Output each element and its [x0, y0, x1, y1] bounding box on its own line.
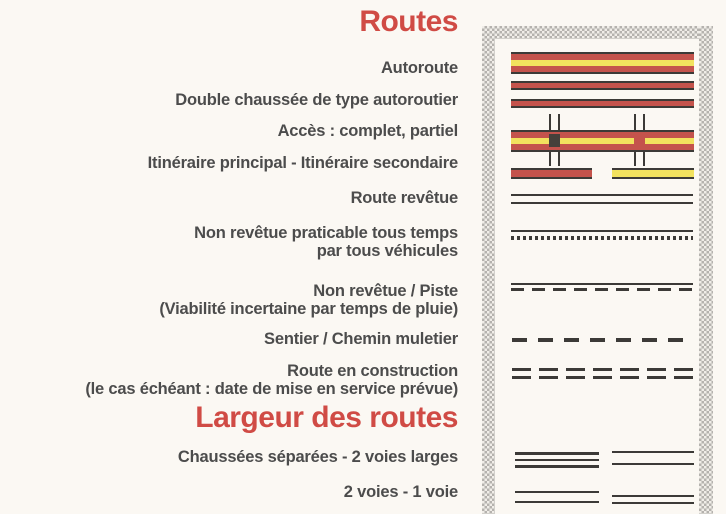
symbol-chaussees-separees-line3 — [515, 465, 599, 468]
symbol-non-revetue-solid — [511, 230, 693, 232]
label-non-revetue — [194, 225, 458, 260]
label-deux-voies-une-voie: 2 voies - 1 voie — [343, 483, 458, 501]
panel-frame-right — [699, 26, 713, 514]
symbol-double-chaussee-upper — [511, 81, 694, 90]
label-construction — [85, 363, 458, 398]
symbol-autoroute — [511, 52, 694, 74]
symbol-route-revetue-line1 — [511, 194, 693, 196]
symbol-deux-voies-larges-line2 — [612, 463, 694, 465]
symbol-construction-dashed-lower — [512, 376, 693, 379]
panel-frame-left — [482, 26, 495, 514]
symbol-route-revetue-line2 — [511, 202, 693, 204]
symbol-deux-voies-larges-line1 — [612, 451, 694, 453]
label-double-chaussee: Double chaussée de type autoroutier — [175, 91, 458, 109]
label-acces: Accès : complet, partiel — [277, 122, 458, 140]
label-route-revetue: Route revêtue — [350, 189, 458, 207]
panel-frame-top — [482, 26, 713, 39]
symbol-chaussees-separees-line2 — [515, 459, 599, 461]
label-chaussees-separees: Chaussées séparées - 2 voies larges — [177, 448, 458, 466]
label-non-revetue-line1: Non revêtue praticable tous temps — [194, 224, 458, 242]
label-piste-line2: (Viabilité incertaine par temps de pluie) — [159, 299, 458, 318]
acces-partiel-square — [634, 134, 645, 147]
symbol-piste-dashed — [511, 288, 693, 291]
symbol-double-chaussee-lower — [511, 99, 694, 108]
symbol-deux-voies-line2 — [515, 501, 599, 503]
acces-complet-square — [549, 134, 560, 147]
symbol-chaussees-separees-line1 — [515, 452, 599, 455]
section-title-routes: Routes — [359, 5, 458, 38]
label-autoroute: Autoroute — [380, 59, 458, 77]
label-construction-line2: (le cas échéant : date de mise en service prévue) — [85, 379, 458, 398]
label-sentier: Sentier / Chemin muletier — [264, 330, 458, 348]
section-title-largeur: Largeur des routes — [195, 401, 458, 434]
acces-band — [511, 130, 694, 152]
label-non-revetue-line2: par tous véhicules — [316, 241, 458, 260]
symbol-itineraire-principal — [511, 168, 592, 179]
label-itineraire: Itinéraire principal - Itinéraire secondaire — [147, 154, 458, 172]
label-piste — [159, 283, 458, 318]
symbol-une-voie-line2 — [612, 502, 694, 504]
label-construction-line1: Route en construction — [287, 362, 458, 380]
symbol-non-revetue-dotted — [511, 236, 693, 240]
symbol-acces — [511, 130, 694, 152]
symbol-sentier-dashed — [512, 338, 693, 342]
label-piste-line1: Non revêtue / Piste — [313, 282, 458, 300]
symbol-construction-dashed-upper — [512, 368, 693, 371]
symbol-itineraire-secondaire — [612, 168, 694, 179]
symbol-une-voie-line1 — [612, 495, 694, 497]
symbol-deux-voies-line1 — [515, 491, 599, 493]
symbol-piste-solid — [511, 283, 693, 285]
